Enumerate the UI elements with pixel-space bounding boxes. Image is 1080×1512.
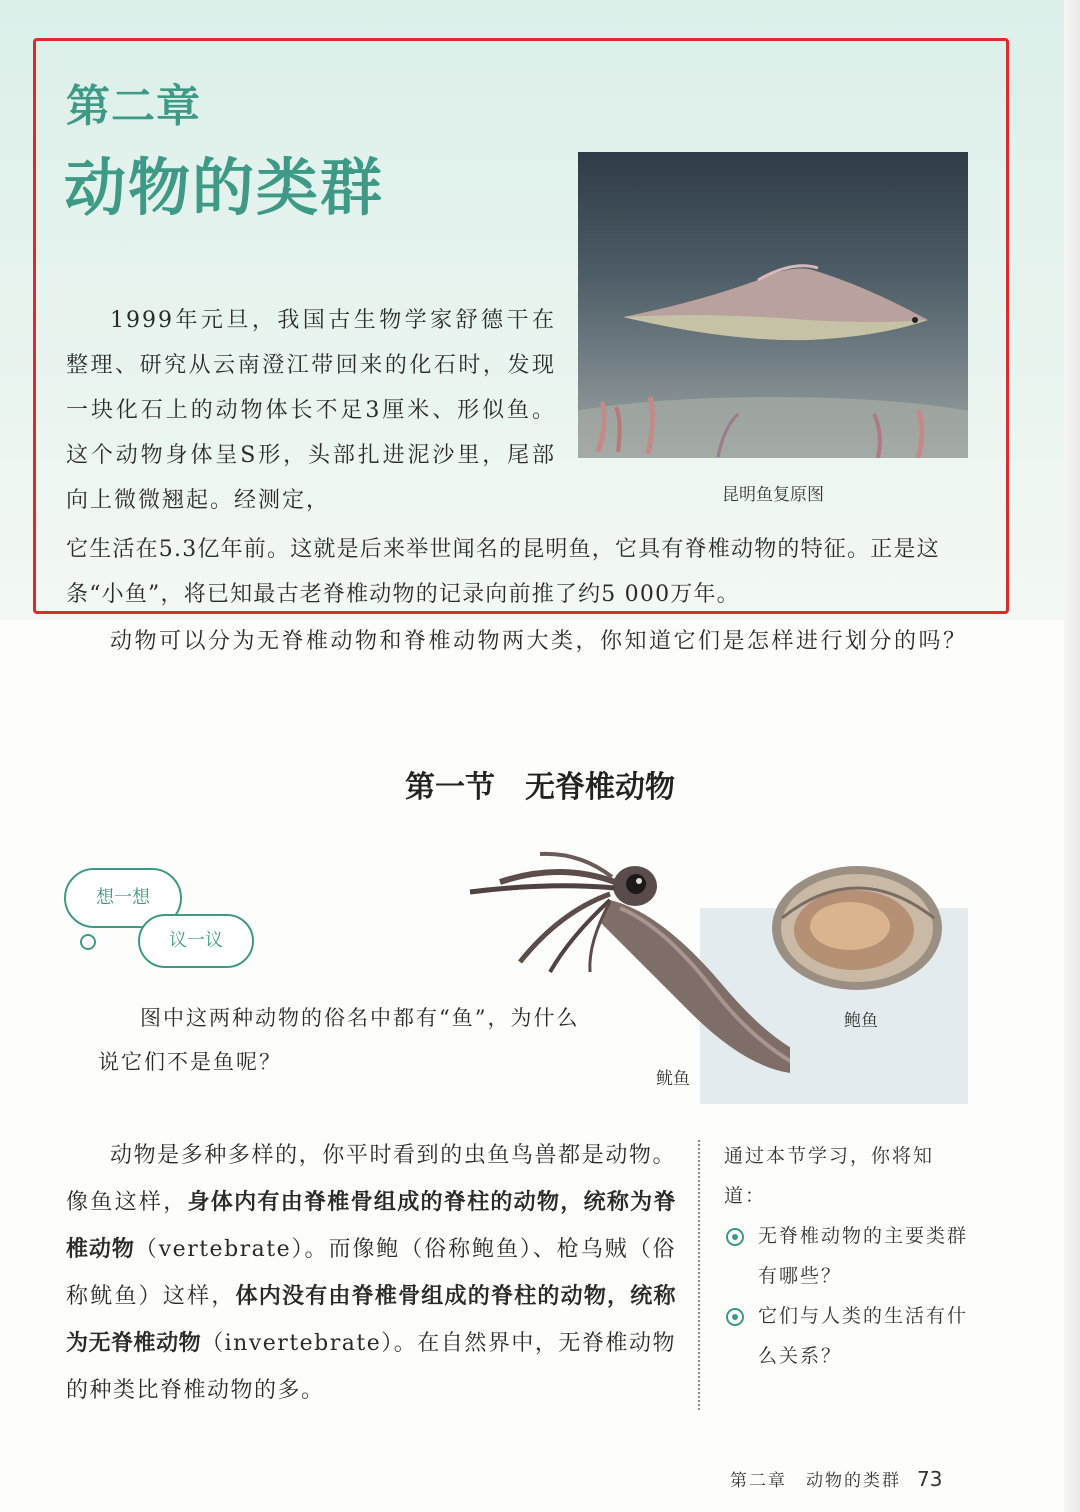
footer-chapter-label: 第二章 动物的类群: [730, 1471, 901, 1491]
page-number: 73: [917, 1467, 943, 1491]
section-title: 第一节 无脊椎动物: [405, 770, 675, 805]
highlight-annotation-box: [33, 38, 1009, 614]
target-bullet-icon: [726, 1308, 744, 1326]
abalone-caption: 鲍鱼: [844, 1011, 878, 1031]
squid-caption: 鱿鱼: [656, 1069, 690, 1089]
chapter-title: 动物的类群: [64, 151, 385, 224]
objective-text: 它们与人类的生活有什么关系？: [758, 1305, 969, 1367]
main-text-part3: （invertebrate）。在自然界中，无脊椎动物的种类比脊椎动物的多。: [66, 1331, 676, 1403]
photo-caption: 昆明鱼复原图: [722, 485, 824, 505]
thought-bubble-dot: [80, 934, 96, 950]
objective-item: [724, 1296, 974, 1376]
learning-objectives-box: [724, 1136, 974, 1376]
main-paragraph: [66, 1132, 676, 1414]
objective-text: 无脊椎动物的主要类群有哪些？: [758, 1225, 969, 1287]
invertebrate-definition: 体内没有由脊椎骨组成的脊柱的动物，统称为无脊椎动物: [66, 1284, 676, 1356]
main-text-part1: 动物是多种多样的，你平时看到的虫鱼鸟兽都是动物。像鱼这样，: [66, 1143, 676, 1215]
chapter-number: 第二章: [66, 81, 201, 132]
discuss-bubble: 议一议: [138, 914, 254, 968]
intro-paragraph-continued: 它生活在5.3亿年前。这就是后来举世闻名的昆明鱼，它具有脊椎动物的特征。正是这条“小鱼”，将已知最古老脊椎动物的记录向前推了约5 000万年。: [66, 537, 940, 607]
target-bullet-icon: [726, 1228, 744, 1246]
page-footer: [730, 1466, 942, 1491]
think-bubble: 想一想: [64, 868, 182, 928]
objectives-heading: 通过本节学习，你将知道：: [724, 1145, 935, 1207]
page-edge-shadow: [1064, 0, 1080, 1512]
objective-item: [724, 1216, 974, 1296]
sidebar-divider: [698, 1140, 700, 1410]
intro-paragraph: 1999年元旦，我国古生物学家舒德干在整理、研究从云南澄江带回来的化石时，发现一块化石上的动物体长不足3厘米、形似鱼。这个动物身体呈S形，头部扎进泥沙里，尾部向上微微翘起。经测定，: [66, 308, 556, 513]
abalone-illustration: [762, 858, 952, 998]
think-question: 图中这两种动物的俗名中都有“鱼”，为什么说它们不是鱼呢？: [98, 1006, 580, 1074]
main-text-part2: （vertebrate）。而像鲍（俗称鲍鱼）、枪乌贼（俗称鱿鱼）这样，: [66, 1237, 676, 1309]
question-paragraph: 动物可以分为无脊椎动物和脊椎动物两大类，你知道它们是怎样进行划分的吗？: [110, 629, 968, 654]
vertebrate-definition: 身体内有由脊椎骨组成的脊柱的动物，统称为脊椎动物: [66, 1190, 676, 1262]
